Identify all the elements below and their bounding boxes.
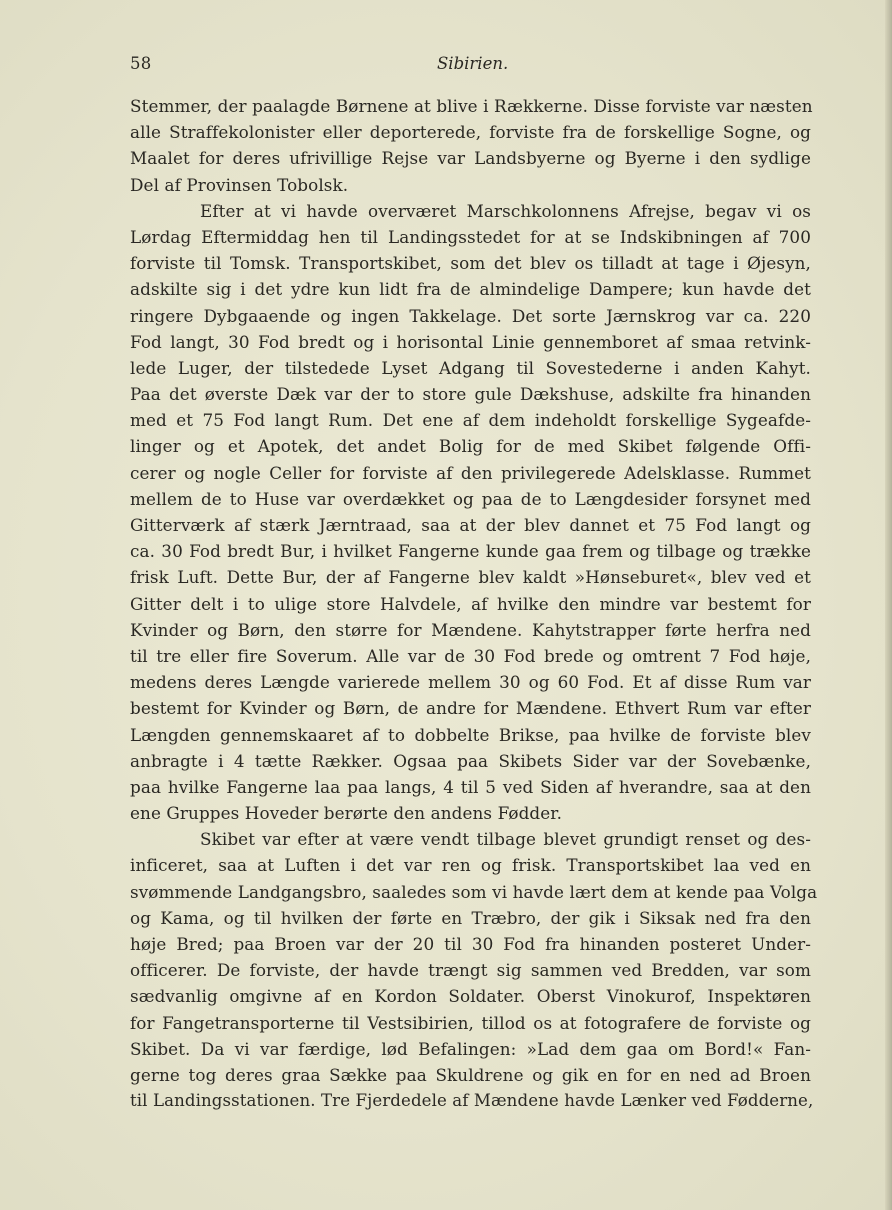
text-line: bestemt for Kvinder og Børn, de andre for Mændene. Ethvert Rum var efter (130, 698, 811, 719)
text-line: paa hvilke Fangerne laa paa langs, 4 til 5 ved Siden af hverandre, saa at den (130, 776, 811, 797)
text-line: mellem de to Huse var overdækket og paa de to Længdesider forsynet med (130, 488, 811, 509)
text-line: høje Bred; paa Broen var der 20 til 30 Fod fra hinanden posteret Under- (130, 934, 811, 954)
text-line: sædvanlig omgivne af en Kordon Soldater. Oberst Vinokurof, Inspektøren (130, 986, 811, 1007)
text-line: linger og et Apotek, det andet Bolig for de med Skibet følgende Offi- (130, 436, 811, 457)
text-line: Fod langt, 30 Fod bredt og i horisontal Linie gennemboret af smaa retvink- (130, 331, 811, 352)
text-line: svømmende Landgangsbro, saaledes som vi havde lært dem at kende paa Volga (130, 881, 818, 902)
text-line: Del af Provinsen Tobolsk. (130, 174, 349, 195)
page-number: 58 (130, 54, 152, 73)
text-line: Lørdag Eftermiddag hen til Landingsstedet for at se Indskibningen af 700 (130, 226, 811, 247)
text-line: med et 75 Fod langt Rum. Det ene af dem indeholdt forskellige Sygeafde- (130, 410, 811, 431)
text-line: Paa det øverste Dæk var der to store gule Dækshuse, adskilte fra hinanden (130, 384, 811, 405)
text-line: anbragte i 4 tætte Rækker. Ogsaa paa Skibets Sider var der Sovebænke, (130, 750, 811, 771)
text-line: Gitterværk af stærk Jærntraad, saa at der blev dannet et 75 Fod langt og (130, 515, 811, 535)
text-line: ringere Dybgaaende og ingen Takkelage. Det sorte Jærnskrog var ca. 220 (130, 305, 811, 326)
text-line: Skibet. Da vi var færdige, lød Befalingen: »Lad dem gaa om Bord!« Fan- (130, 1038, 811, 1059)
text-line: lede Luger, der tilstedede Lyset Adgang til Sovestederne i anden Kahyt. (130, 357, 811, 378)
text-line: Maalet for deres ufrivillige Rejse var Landsbyerne og Byerne i den sydlige (130, 148, 811, 169)
text-line: medens deres Længde varierede mellem 30 og 60 Fod. Et af disse Rum var (130, 672, 811, 693)
text-line: ca. 30 Fod bredt Bur, i hvilket Fangerne kunde gaa frem og tilbage og trække (130, 541, 811, 562)
text-line: for Fangetransporterne til Vestsibirien, tillod os at fotografere de forviste og (130, 1012, 811, 1033)
text-line: officerer. De forviste, der havde trængt sig sammen ved Bredden, var som (130, 960, 811, 981)
body-text (130, 93, 818, 1114)
text-line: Stemmer, der paalagde Børnene at blive i Rækkerne. Disse forviste var næsten (130, 96, 813, 116)
running-title: Sibirien. (437, 54, 509, 73)
text-line: cerer og nogle Celler for forviste af den privilegerede Adelsklasse. Rummet (130, 462, 811, 483)
text-line: Gitter delt i to ulige store Halvdele, af hvilke den mindre var bestemt for (130, 593, 811, 614)
text-line: inficeret, saa at Luften i det var ren og frisk. Transportskibet laa ved en (130, 855, 811, 876)
text-line: frisk Luft. Dette Bur, der af Fangerne blev kaldt »Hønseburet«, blev ved et (130, 567, 811, 588)
text-line: adskilte sig i det ydre kun lidt fra de almindelige Dampere; kun havde det (130, 279, 811, 300)
text-line: Kvinder og Børn, den større for Mændene. Kahytstrapper førte herfra ned (130, 619, 811, 640)
text-line: ene Gruppes Hoveder berørte den andens Fødder. (130, 803, 563, 824)
paragraph-start-line: Efter at vi havde overværet Marschkolonnens Afrejse, begav vi os (200, 200, 811, 221)
text-line: til Landingsstationen. Tre Fjerdedele af Mændene havde Lænker ved Fødderne, (130, 1091, 814, 1111)
page-edge (885, 0, 892, 1210)
paragraph-start-line: Skibet var efter at være vendt tilbage blevet grundigt renset og des- (200, 829, 811, 850)
text-line: Længden gennemskaaret af to dobbelte Brikse, paa hvilke de forviste blev (130, 724, 811, 745)
text-line: forviste til Tomsk. Transportskibet, som det blev os tilladt at tage i Øjesyn, (130, 253, 811, 274)
text-line: alle Straffekolonister eller deporterede, forviste fra de forskellige Sogne, og (130, 122, 811, 143)
text-line: til tre eller fire Soverum. Alle var de 30 Fod brede og omtrent 7 Fod høje, (130, 645, 811, 666)
text-line: og Kama, og til hvilken der førte en Træbro, der gik i Siksak ned fra den (130, 907, 811, 928)
page-header (130, 54, 810, 78)
text-line: gerne tog deres graa Sække paa Skuldrene og gik en for en ned ad Broen (130, 1064, 811, 1085)
